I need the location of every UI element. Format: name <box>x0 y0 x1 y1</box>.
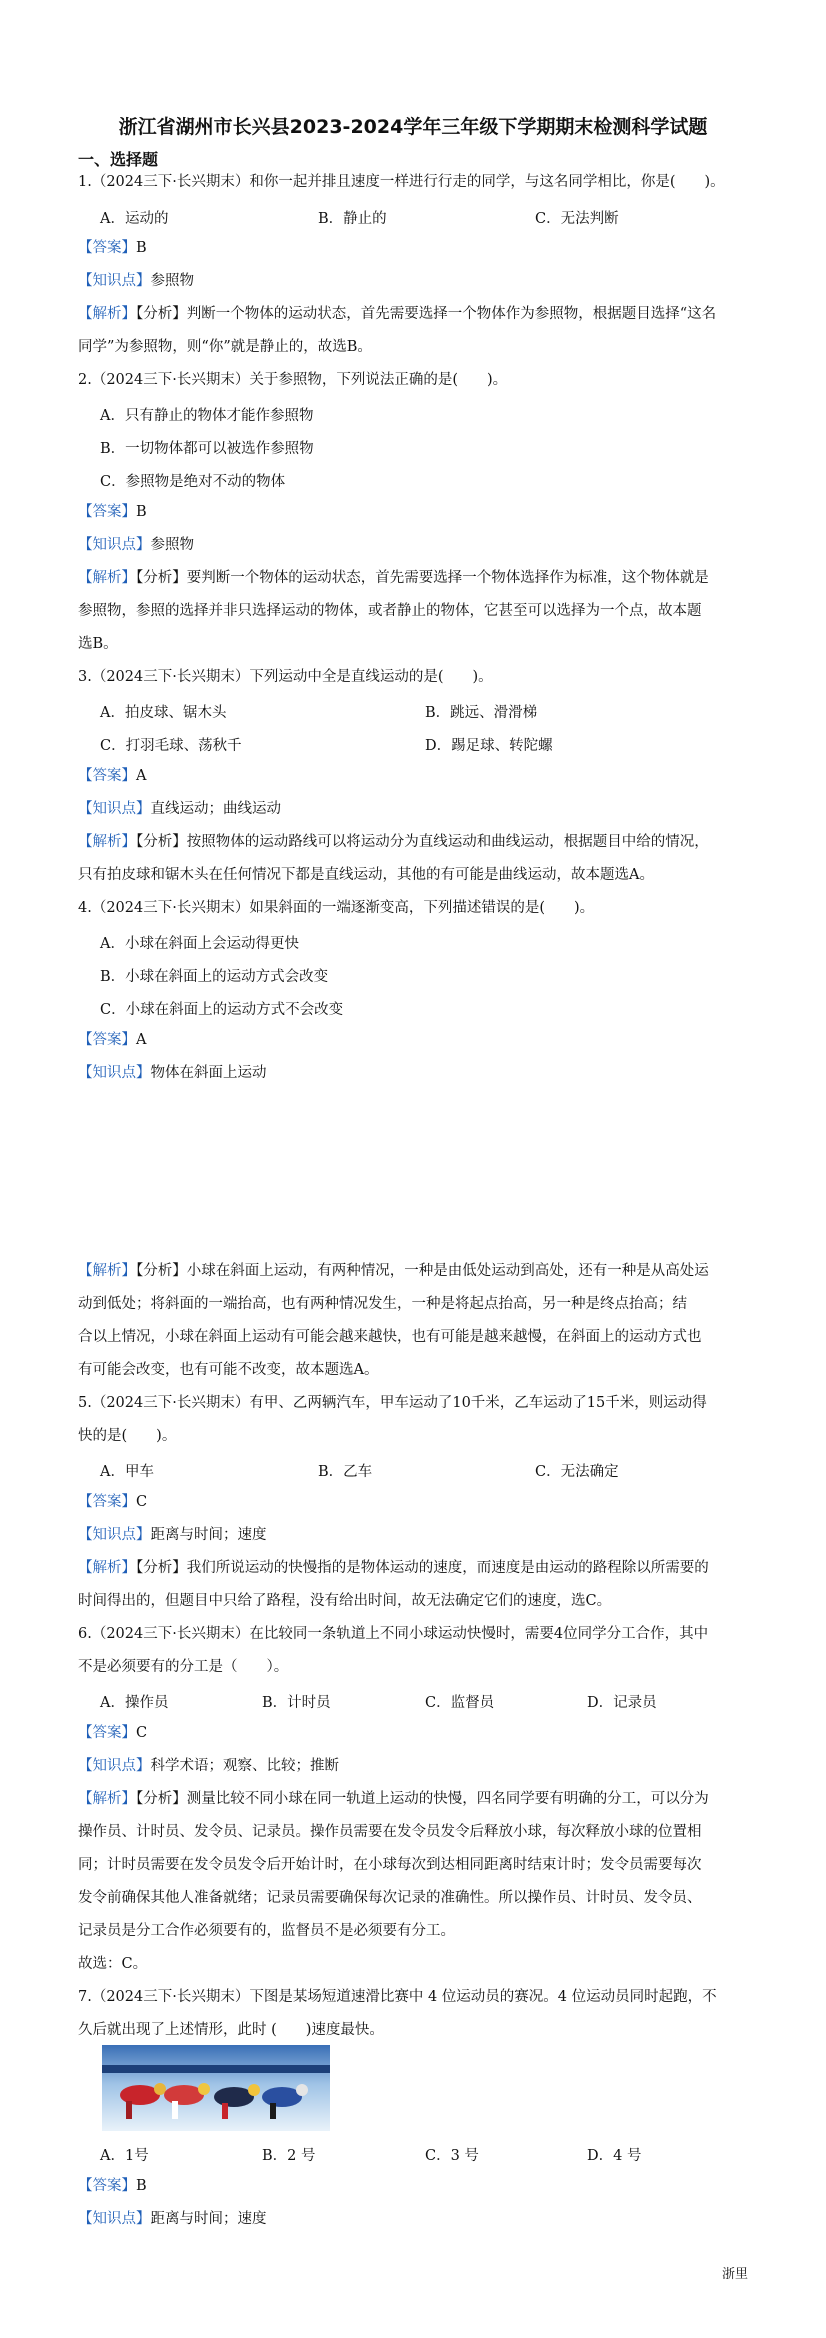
q2-option-b: B．一切物体都可以被选作参照物 <box>100 441 314 457</box>
q7-option-b: B．2 号 <box>262 2148 316 2164</box>
q7-option-a: A．1号 <box>100 2148 149 2164</box>
q3-option-b: B．跳远、滑滑梯 <box>425 705 538 721</box>
speed-skating-photo <box>102 2045 330 2131</box>
q2-knowledge-point: 【知识点】参照物 <box>78 537 194 553</box>
q7-option-c: C．3 号 <box>425 2148 479 2164</box>
q5-option-c: C．无法确定 <box>535 1464 619 1480</box>
question-5-stem: 快的是( )。 <box>78 1428 177 1444</box>
q1-option-c: C．无法判断 <box>535 211 619 227</box>
q1-option-a: A．运动的 <box>100 211 169 227</box>
q6-answer: 【答案】C <box>78 1725 148 1741</box>
q4-answer: 【答案】A <box>78 1032 147 1048</box>
question-6-stem: 6.（2024三下·长兴期末）在比较同一条轨道上不同小球运动快慢时，需要4位同学分工合作，其中 <box>78 1626 709 1642</box>
q4-analysis-line: 有可能会改变，也有可能不改变，故本题选A。 <box>78 1362 379 1378</box>
q6-option-b: B．计时员 <box>262 1695 331 1711</box>
q6-option-d: D．记录员 <box>587 1695 657 1711</box>
question-7-stem: 7.（2024三下·长兴期末）下图是某场短道速滑比赛中 4 位运动员的赛况。4 位运动员同时起跑，不 <box>78 1989 717 2005</box>
q3-option-c: C．打羽毛球、荡秋千 <box>100 738 242 754</box>
q4-option-a: A．小球在斜面上会运动得更快 <box>100 936 299 952</box>
page-title: 浙江省湖州市长兴县2023-2024学年三年级下学期期末检测科学试题 <box>118 116 708 138</box>
q5-analysis-line: 时间得出的，但题目中只给了路程，没有给出时间，故无法确定它们的速度，选C。 <box>78 1593 612 1609</box>
q3-answer: 【答案】A <box>78 768 147 784</box>
q1-knowledge-point: 【知识点】参照物 <box>78 273 194 289</box>
q6-analysis-line: 【解析】【分析】测量比较不同小球在同一轨道上运动的快慢，四名同学要有明确的分工，可以分为 <box>78 1791 709 1807</box>
q3-analysis-line: 【解析】【分析】按照物体的运动路线可以将运动分为直线运动和曲线运动，根据题目中给的情况， <box>78 834 709 850</box>
q6-option-a: A．操作员 <box>100 1695 169 1711</box>
q6-option-c: C．监督员 <box>425 1695 495 1711</box>
q3-analysis-line: 只有拍皮球和锯木头在任何情况下都是直线运动，其他的有可能是曲线运动，故本题选A。 <box>78 867 654 883</box>
q3-option-a: A．拍皮球、锯木头 <box>100 705 227 721</box>
question-3-stem: 3.（2024三下·长兴期末）下列运动中全是直线运动的是( )。 <box>78 669 493 685</box>
q2-analysis-line: 参照物，参照的选择并非只选择运动的物体，或者静止的物体，它甚至可以选择为一个点，故本题 <box>78 603 702 619</box>
q4-analysis-line: 合以上情况，小球在斜面上运动有可能会越来越快，也有可能是越来越慢，在斜面上的运动方式也 <box>78 1329 702 1345</box>
q1-analysis-line: 【解析】【分析】判断一个物体的运动状态，首先需要选择一个物体作为参照物，根据题目选择“这名 <box>78 306 717 322</box>
q4-analysis-line: 动到低处；将斜面的一端抬高，也有两种情况发生，一种是将起点抬高，另一种是终点抬高；结 <box>78 1296 687 1312</box>
q3-knowledge-point: 【知识点】直线运动；曲线运动 <box>78 801 281 817</box>
q2-option-a: A．只有静止的物体才能作参照物 <box>100 408 314 424</box>
q6-knowledge-point: 【知识点】科学术语；观察、比较；推断 <box>78 1758 339 1774</box>
q5-knowledge-point: 【知识点】距离与时间；速度 <box>78 1527 267 1543</box>
q7-option-d: D．4 号 <box>587 2148 642 2164</box>
q2-analysis-line: 【解析】【分析】要判断一个物体的运动状态，首先需要选择一个物体选择作为标准，这个物体就是 <box>78 570 709 586</box>
page-footer: 浙里 <box>721 2267 748 2282</box>
q4-analysis-line: 【解析】【分析】小球在斜面上运动，有两种情况，一种是由低处运动到高处，还有一种是从高处运 <box>78 1263 709 1279</box>
q6-analysis-line: 记录员是分工合作必须要有的，监督员不是必须要有分工。 <box>78 1923 455 1939</box>
q2-analysis-line: 选B。 <box>78 636 118 652</box>
q5-analysis-line: 【解析】【分析】我们所说运动的快慢指的是物体运动的速度，而速度是由运动的路程除以所需要的 <box>78 1560 709 1576</box>
q4-knowledge-point: 【知识点】物体在斜面上运动 <box>78 1065 267 1081</box>
q7-knowledge-point: 【知识点】距离与时间；速度 <box>78 2211 267 2227</box>
question-2-stem: 2.（2024三下·长兴期末）关于参照物，下列说法正确的是( )。 <box>78 372 508 388</box>
q6-analysis-line: 同；计时员需要在发令员发令后开始计时，在小球每次到达相同距离时结束计时；发令员需要每次 <box>78 1857 702 1873</box>
q2-option-c: C．参照物是绝对不动的物体 <box>100 474 286 490</box>
q7-answer: 【答案】B <box>78 2178 147 2194</box>
q1-analysis-line: 同学”为参照物，则“你”就是静止的，故选B。 <box>78 339 372 355</box>
q4-option-b: B．小球在斜面上的运动方式会改变 <box>100 969 329 985</box>
q2-answer: 【答案】B <box>78 504 147 520</box>
question-1-stem: 1.（2024三下·长兴期末）和你一起并排且速度一样进行行走的同学，与这名同学相比，你是( )。 <box>78 174 725 190</box>
q5-option-b: B．乙车 <box>318 1464 373 1480</box>
q1-answer: 【答案】B <box>78 240 147 256</box>
q6-analysis-line: 操作员、计时员、发令员、记录员。操作员需要在发令员发令后释放小球，每次释放小球的位置相 <box>78 1824 702 1840</box>
q6-analysis-line: 发令前确保其他人准备就绪；记录员需要确保每次记录的准确性。所以操作员、计时员、发令员、 <box>78 1890 702 1906</box>
question-6-stem: 不是必须要有的分工是（ ）。 <box>78 1659 289 1675</box>
q5-option-a: A．甲车 <box>100 1464 154 1480</box>
q1-option-b: B．静止的 <box>318 211 387 227</box>
question-7-stem: 久后就出现了上述情形，此时 ( )速度最快。 <box>78 2022 384 2038</box>
q5-answer: 【答案】C <box>78 1494 148 1510</box>
question-4-stem: 4.（2024三下·长兴期末）如果斜面的一端逐渐变高，下列描述错误的是( )。 <box>78 900 595 916</box>
q4-option-c: C．小球在斜面上的运动方式不会改变 <box>100 1002 344 1018</box>
section-heading: 一、选择题 <box>78 150 159 169</box>
q6-conclusion: 故选：C。 <box>78 1956 148 1972</box>
q3-option-d: D．踢足球、转陀螺 <box>425 738 553 754</box>
question-5-stem: 5.（2024三下·长兴期末）有甲、乙两辆汽车，甲车运动了10千米，乙车运动了15千米，则运动得 <box>78 1395 707 1411</box>
